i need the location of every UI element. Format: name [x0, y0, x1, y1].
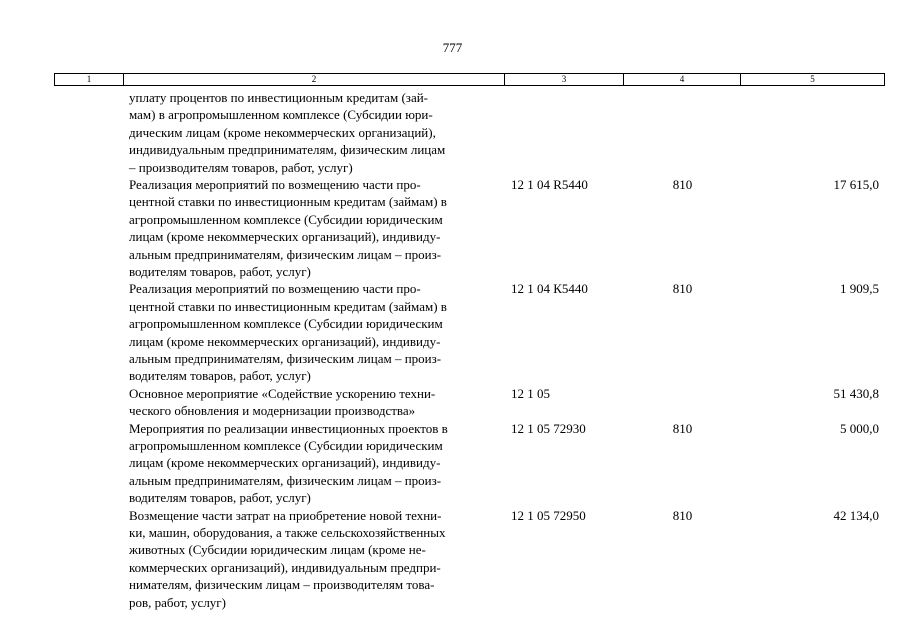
column-header-row [55, 74, 885, 86]
row-description [129, 420, 501, 507]
row-description [129, 385, 501, 420]
description-line: ческого обновления и модернизации производства» [129, 403, 416, 419]
description-line: дическим лицам (кроме некоммерческих организаций), [129, 124, 436, 140]
description-line: водителям товаров, работ, услуг) [129, 368, 311, 384]
column-header-3: 3 [505, 74, 624, 86]
description-line: лицам (кроме некоммерческих организаций), индивиду- [129, 455, 441, 471]
column-header-table [54, 73, 885, 86]
description-line: индивидуальным предпринимателям, физическим лицам [129, 142, 446, 158]
column-header-4: 4 [624, 74, 741, 86]
description-line: животных (Субсидии юридическим лицам (кроме не- [129, 542, 426, 558]
description-line: Реализация мероприятий по возмещению части про- [129, 177, 421, 192]
row-code: 12 1 04 К5440 [511, 281, 588, 297]
column-header-1: 1 [55, 74, 124, 86]
description-line: водителям товаров, работ, услуг) [129, 264, 311, 280]
description-line: альным предпринимателям, физическим лицам – произ- [129, 246, 442, 262]
description-line: коммерческих организаций), индивидуальным предпри- [129, 559, 441, 575]
row-code: 12 1 05 72930 [511, 420, 586, 436]
description-line: агропромышленном комплексе (Субсидии юридическим [129, 438, 443, 453]
row-amount: 17 615,0 [833, 177, 879, 192]
row-expense-type: 810 [672, 420, 693, 436]
description-line: лицам (кроме некоммерческих организаций), индивиду- [129, 229, 441, 245]
row-amount: 42 134,0 [833, 507, 879, 523]
description-line: лицам (кроме некоммерческих организаций), индивиду- [129, 333, 441, 349]
description-line: мам) в агропромышленном комплексе (Субсидии юри- [129, 107, 433, 123]
row-amount: 1 909,5 [840, 281, 879, 297]
row-code: 12 1 05 72950 [511, 507, 586, 523]
row-description [129, 280, 501, 384]
description-line: Реализация мероприятий по возмещению части про- [129, 281, 421, 297]
description-line: альным предпринимателям, физическим лицам – произ- [129, 351, 442, 367]
description-line: ров, работ, услуг) [129, 594, 226, 610]
row-amount: 5 000,0 [840, 420, 879, 436]
row-code: 12 1 04 R5440 [511, 177, 588, 192]
row-code: 12 1 05 [511, 385, 550, 401]
description-line: уплату процентов по инвестиционным кредитам (зай- [129, 90, 428, 105]
description-line: Мероприятия по реализации инвестиционных проектов в [129, 420, 448, 436]
row-description [129, 176, 501, 280]
description-line: центной ставки по инвестиционным кредитам (займам) в [129, 298, 447, 314]
description-line: водителям товаров, работ, услуг) [129, 490, 311, 506]
page-number: 777 [442, 40, 463, 55]
row-description [129, 89, 501, 176]
column-header-5: 5 [741, 74, 885, 86]
description-line: нимателям, физическим лицам – производителям това- [129, 577, 435, 593]
row-amount: 51 430,8 [833, 385, 879, 401]
description-line: агропромышленном комплексе (Субсидии юридическим [129, 316, 443, 332]
description-line: Основное мероприятие «Содействие ускорению техни- [129, 385, 436, 401]
description-line: центной ставки по инвестиционным кредитам (займам) в [129, 194, 447, 210]
row-expense-type: 810 [672, 177, 693, 192]
column-header-2: 2 [124, 74, 505, 86]
description-line: агропромышленном комплексе (Субсидии юридическим [129, 211, 443, 227]
description-line: – производителям товаров, работ, услуг) [129, 159, 353, 175]
row-expense-type: 810 [672, 281, 693, 297]
description-line: альным предпринимателям, физическим лицам – произ- [129, 472, 442, 488]
row-expense-type: 810 [672, 507, 693, 523]
row-description [129, 507, 501, 611]
description-line: Возмещение части затрат на приобретение новой техни- [129, 507, 442, 523]
description-line: ки, машин, оборудования, а также сельскохозяйственных [129, 525, 446, 540]
